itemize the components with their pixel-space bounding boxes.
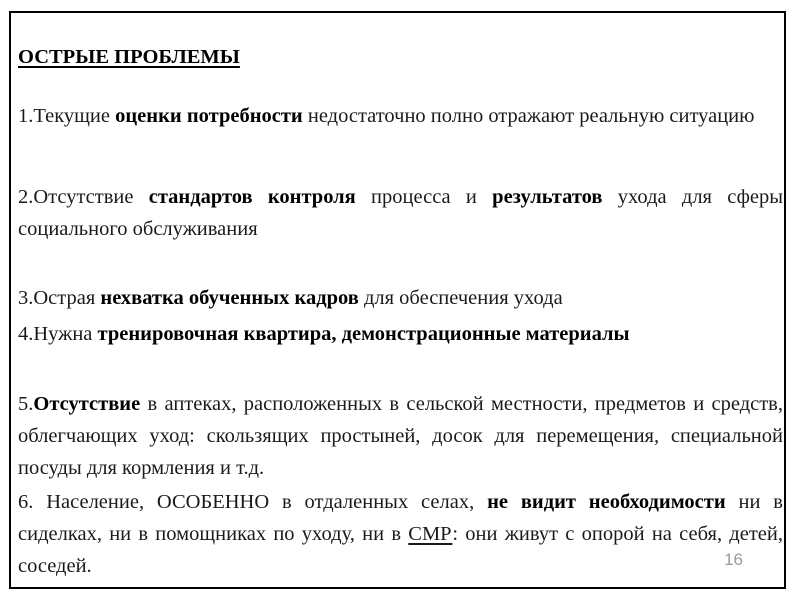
item-4-bold: тренировочная квартира, демонстрационные материалы [97, 323, 630, 345]
item-2-text-end: ухода для сферы социального обслуживания [18, 186, 783, 240]
item-1-bold: оценки потребности [115, 105, 303, 127]
item-2-text: 2.Отсутствие [18, 186, 149, 208]
item-1-text: 1.Текущие [18, 105, 116, 127]
item-3-text-end: для обеспечения ухода [358, 287, 563, 309]
problem-item-3 [18, 282, 783, 314]
problem-item-6 [18, 486, 783, 582]
item-5-text-end: в аптеках, расположенных в сельской местности, предметов и средств, облегчающих уход: скользящих простыней, досок для перемещения, специальной посуды для кормления и т.д. [18, 393, 783, 479]
item-3-bold: нехватка обученных кадров [100, 287, 359, 309]
item-5-text: 5. [18, 393, 34, 415]
problem-item-1 [18, 100, 783, 132]
item-6-text-mid: ни в сиделках, ни в помощниках по уходу, ни в [18, 491, 783, 545]
page-number: 16 [724, 550, 743, 569]
item-1-text-end: недостаточно полно отражают реальную ситуацию [302, 105, 755, 127]
item-6-underlined-abbr: СМР [408, 523, 453, 545]
slide-frame [9, 11, 786, 589]
item-6-text-end: : они живут с опорой на себя, детей, соседей. [18, 523, 783, 577]
item-3-text: 3.Острая [18, 287, 101, 309]
item-2-bold: стандартов контроля [148, 186, 356, 208]
item-4-text: 4.Нужна [18, 323, 98, 345]
item-2-bold-2: результатов [492, 186, 603, 208]
problem-item-4 [18, 318, 783, 350]
problem-item-5 [18, 388, 783, 484]
item-2-text-mid: процесса и [355, 186, 493, 208]
problem-item-2 [18, 181, 783, 245]
item-6-bold: не видит необходимости [487, 491, 726, 513]
slide-title: ОСТРЫЕ ПРОБЛЕМЫ [18, 46, 240, 68]
item-6-text: 6. Население, ОСОБЕННО в отдаленных селах, [18, 491, 488, 513]
item-5-bold: Отсутствие [33, 393, 141, 415]
